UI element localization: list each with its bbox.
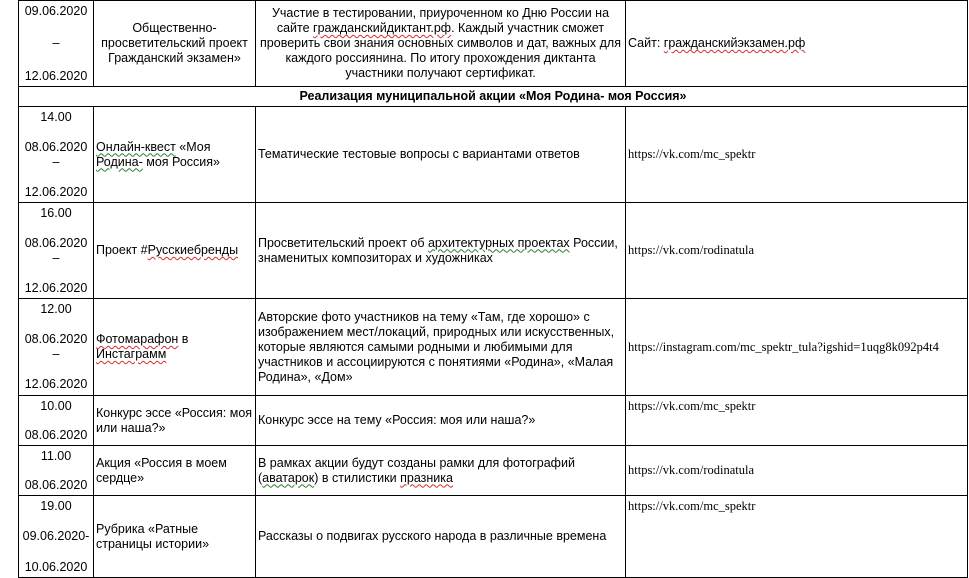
date-cell <box>19 1 94 87</box>
event-time: 11.00 <box>40 448 72 463</box>
date-end: 12.06.2020 <box>24 280 88 295</box>
site-link[interactable]: гражданскийэкзамен.рф <box>663 36 806 50</box>
events-table <box>18 0 968 578</box>
date-end: 10.06.2020 <box>24 559 88 574</box>
event-link[interactable]: https://instagram.com/mc_spektr_tula?igshid=1uqg8k092p4t4 <box>626 299 968 396</box>
date-separator: – <box>52 154 60 169</box>
event-description: Конкурс эссе на тему «Россия: моя или наша?» <box>256 396 626 446</box>
event-time: 14.00 <box>40 109 72 124</box>
section-row <box>19 87 968 107</box>
event-time: 16.00 <box>40 205 72 220</box>
table-row <box>19 396 968 446</box>
table-row <box>19 107 968 203</box>
date-start: 08.06.2020 <box>24 427 88 442</box>
event-name: Акция «Россия в моем сердце» <box>94 446 256 496</box>
date-cell <box>19 203 94 299</box>
date-start: 09.06.2020 <box>24 3 88 18</box>
date-start: 08.06.2020 <box>24 235 88 250</box>
document <box>18 0 958 578</box>
site-link[interactable]: гражданскийдиктант.рф <box>313 21 452 35</box>
date-start: 08.06.2020 <box>24 139 88 154</box>
date-start: 08.06.2020 <box>24 331 88 346</box>
event-link[interactable]: https://vk.com/mc_spektr <box>626 396 968 446</box>
date-separator: – <box>52 36 60 50</box>
event-description: Рассказы о подвигах русского народа в различные времена <box>256 496 626 578</box>
date-cell <box>19 496 94 578</box>
date-cell <box>19 396 94 446</box>
date-separator: – <box>52 250 60 265</box>
date-cell <box>19 446 94 496</box>
date-start: 09.06.2020- <box>22 529 90 543</box>
event-name: Конкурс эссе «Россия: моя или наша?» <box>94 396 256 446</box>
table-row <box>19 496 968 578</box>
event-name: Рубрика «Ратные страницы истории» <box>94 496 256 578</box>
date-start: 08.06.2020 <box>24 477 88 492</box>
event-description: Авторские фото участников на тему «Там, где хорошо» с изображением мест/локаций, природных или искусственных, которые являются самыми родными и любимыми для участников и ассоциируются с понятиями «Родина», «Малая Родина», «Дом» <box>256 299 626 396</box>
event-link: Сайт: гражданскийэкзамен.рф <box>626 1 968 87</box>
date-end: 12.06.2020 <box>24 184 88 199</box>
table-row <box>19 203 968 299</box>
event-time: 12.00 <box>40 301 72 316</box>
event-name: Проект #Русскиебренды <box>94 203 256 299</box>
date-end: 12.06.2020 <box>24 377 88 392</box>
date-cell <box>19 299 94 396</box>
event-link[interactable]: https://vk.com/rodinatula <box>626 446 968 496</box>
event-link[interactable]: https://vk.com/mc_spektr <box>626 107 968 203</box>
event-name: Онлайн-квест «Моя Родина- моя Россия» <box>94 107 256 203</box>
event-name: Общественно-просветительский проект Гражданский экзамен» <box>94 1 256 87</box>
table-row <box>19 299 968 396</box>
event-description: Просветительский проект об архитектурных проектах России, знаменитых композиторах и художниках <box>256 203 626 299</box>
section-title: Реализация муниципальной акции «Моя Родина- моя Россия» <box>19 87 968 107</box>
date-separator: – <box>52 347 60 362</box>
date-cell <box>19 107 94 203</box>
event-time: 10.00 <box>40 398 72 413</box>
date-end: 12.06.2020 <box>24 68 88 83</box>
table-row <box>19 446 968 496</box>
event-description: В рамках акции будут созданы рамки для фотографий (аватарок) в стилистики празника <box>256 446 626 496</box>
event-link[interactable]: https://vk.com/rodinatula <box>626 203 968 299</box>
event-time: 19.00 <box>40 498 72 513</box>
event-link[interactable]: https://vk.com/mc_spektr <box>626 496 968 578</box>
event-description: Тематические тестовые вопросы с вариантами ответов <box>256 107 626 203</box>
table-row <box>19 1 968 87</box>
event-name: Фотомарафон в Инстаграмм <box>94 299 256 396</box>
event-description: Участие в тестировании, приуроченном ко Дню России на сайте гражданскийдиктант.рф. Каждый участник сможет проверить свои знания основных символов и дат, важных для каждого россиянина. По итогу прохождения диктанта участники получают сертификат. <box>256 1 626 87</box>
